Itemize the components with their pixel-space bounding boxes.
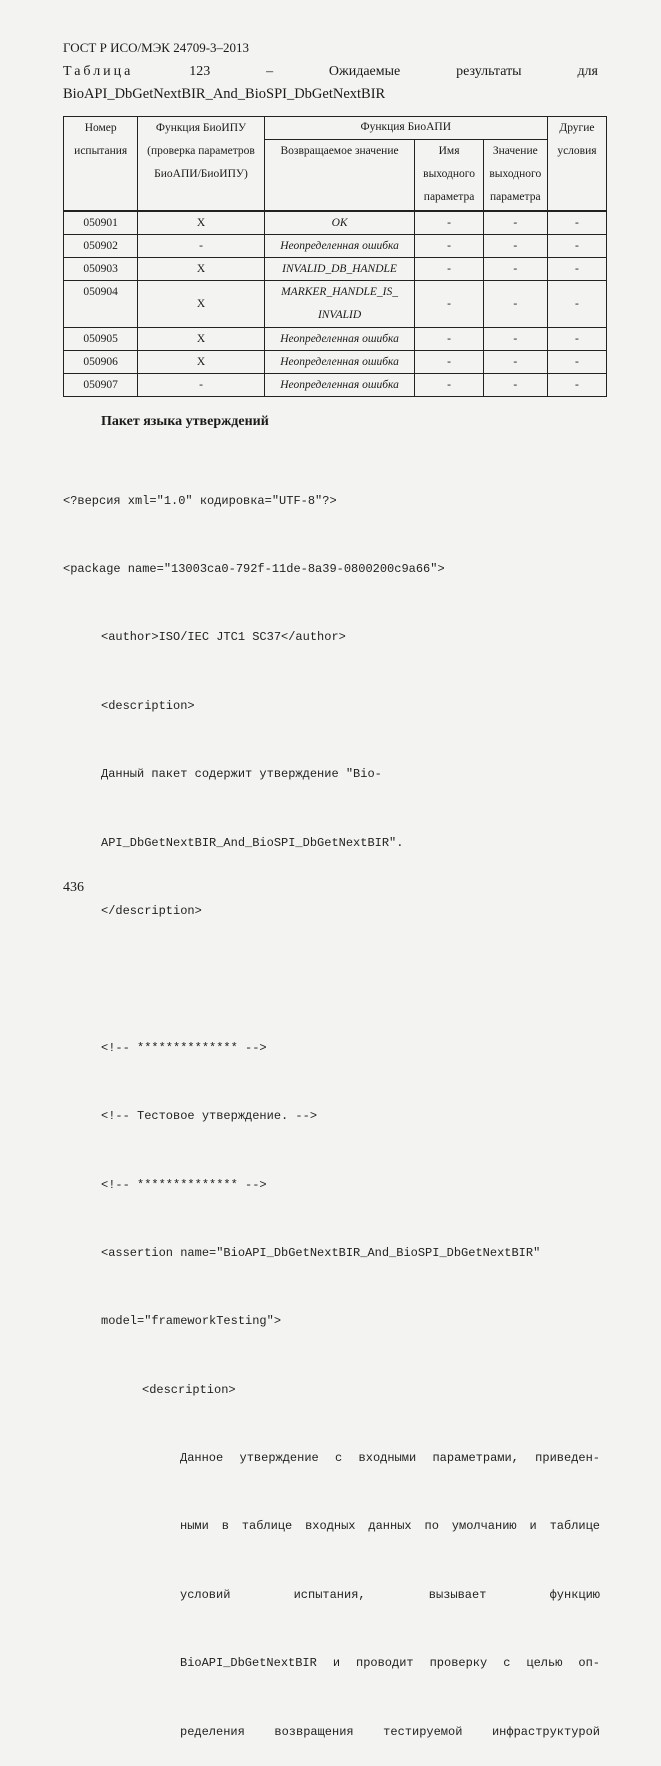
table-row [64,351,607,374]
code-line: Данное утверждение с входными параметрами, приведен- [180,1451,600,1466]
code-line: model="frameworkTesting"> [101,1314,282,1329]
cell-test-number: 050904 [64,281,138,328]
code-line: BioAPI_DbGetNextBIR и проводит проверку с целью оп- [180,1656,600,1671]
code-line: <?версия xml="1.0" кодировка="UTF-8"?> [63,493,337,508]
cell-param-value: - [483,258,547,281]
table-row [64,235,607,258]
code-line: </description> [101,903,202,918]
header-bio-ipu [138,117,264,212]
cell-test-number: 050906 [64,351,138,374]
caption-line-1 [63,64,598,80]
cell-return-value: Неопределенная ошибка [264,374,415,397]
cell-test-number: 050902 [64,235,138,258]
cell-other: - [547,281,606,328]
header-bio-api: Функция БиоАПИ [264,117,547,140]
results-table [63,116,607,397]
cell-test-number: 050907 [64,374,138,397]
cell-param-value: - [483,328,547,351]
cell-test-number: 050905 [64,328,138,351]
code-line: <!-- Тестовое утверждение. --> [101,1109,318,1124]
caption-line-2: BioAPI_DbGetNextBIR_And_BioSPI_DbGetNextBIR [63,86,386,102]
caption-word-expected: Ожидаемые [328,64,401,79]
caption-dash: – [266,64,274,79]
code-line: <!-- ************** --> [101,1177,267,1192]
cell-return-value: Неопределенная ошибка [264,235,415,258]
cell-other: - [547,351,606,374]
cell-test-number: 050901 [64,211,138,235]
cell-param-name: - [415,374,483,397]
page-number: 436 [63,880,84,895]
table-row [64,211,607,235]
cell-other: - [547,235,606,258]
cell-param-value: - [483,351,547,374]
document-header: ГОСТ Р ИСО/МЭК 24709-3–2013 [63,40,250,55]
cell-check: X [138,281,264,328]
header-bio-ipu-title: Функция БиоИПУ [155,122,247,134]
cell-check: X [138,328,264,351]
table-row [64,281,607,328]
code-line: <!-- ************** --> [101,1040,267,1055]
table-row [64,328,607,351]
code-line: <assertion name="BioAPI_DbGetNextBIR_And_BioSPI_DbGetNextBIR" [101,1245,541,1260]
cell-return-value: Неопределенная ошибка [264,351,415,374]
section-title: Пакет языка утверждений [101,414,269,429]
code-line: API_DbGetNextBIR_And_BioSPI_DbGetNextBIR". [101,835,404,850]
cell-test-number: 050903 [64,258,138,281]
header-out-param-value: Значение выходного параметра [483,140,547,212]
code-line: <package name="13003ca0-792f-11de-8a39-0800200c9a66"> [63,561,445,576]
cell-param-name: - [415,328,483,351]
table-row [64,374,607,397]
code-line: условий испытания, вызывает функцию [180,1587,600,1602]
caption-word-table: Таблица [63,64,134,79]
cell-param-value: - [483,235,547,258]
code-listing [63,444,608,1766]
cell-param-name: - [415,281,483,328]
cell-return-value: OK [264,211,415,235]
table-row [64,258,607,281]
header-out-param-name: Имя выходного параметра [415,140,483,212]
cell-param-name: - [415,211,483,235]
cell-param-name: - [415,235,483,258]
code-line: ределения возвращения тестируемой инфраструктурой [180,1724,600,1739]
code-line: Данный пакет содержит утверждение "Bio- [101,767,382,782]
header-bio-ipu-subtitle: (проверка параметров БиоАПИ/БиоИПУ) [147,145,255,180]
cell-return-value: MARKER_HANDLE_IS_ INVALID [264,281,415,328]
cell-check: X [138,211,264,235]
code-blank-line [63,968,608,991]
code-line: <description> [142,1382,236,1397]
code-line: ными в таблице входных данных по умолчанию и таблице [180,1519,600,1534]
cell-check: - [138,374,264,397]
cell-param-value: - [483,281,547,328]
caption-word-for: для [577,64,598,79]
cell-other: - [547,328,606,351]
cell-param-value: - [483,374,547,397]
cell-param-name: - [415,258,483,281]
header-return-value: Возвращаемое значение [264,140,415,212]
cell-check: X [138,258,264,281]
cell-return-value: INVALID_DB_HANDLE [264,258,415,281]
code-line: <description> [101,698,195,713]
cell-check: X [138,351,264,374]
header-test-number: Номер испытания [64,117,138,212]
cell-other: - [547,258,606,281]
table-caption [63,64,598,103]
cell-other: - [547,211,606,235]
header-other-conditions: Другие условия [547,117,606,212]
cell-check: - [138,235,264,258]
cell-param-value: - [483,211,547,235]
cell-other: - [547,374,606,397]
cell-param-name: - [415,351,483,374]
cell-return-value: Неопределенная ошибка [264,328,415,351]
caption-number: 123 [189,64,211,79]
caption-word-results: результаты [456,64,522,79]
code-line: <author>ISO/IEC JTC1 SC37</author> [101,630,346,645]
